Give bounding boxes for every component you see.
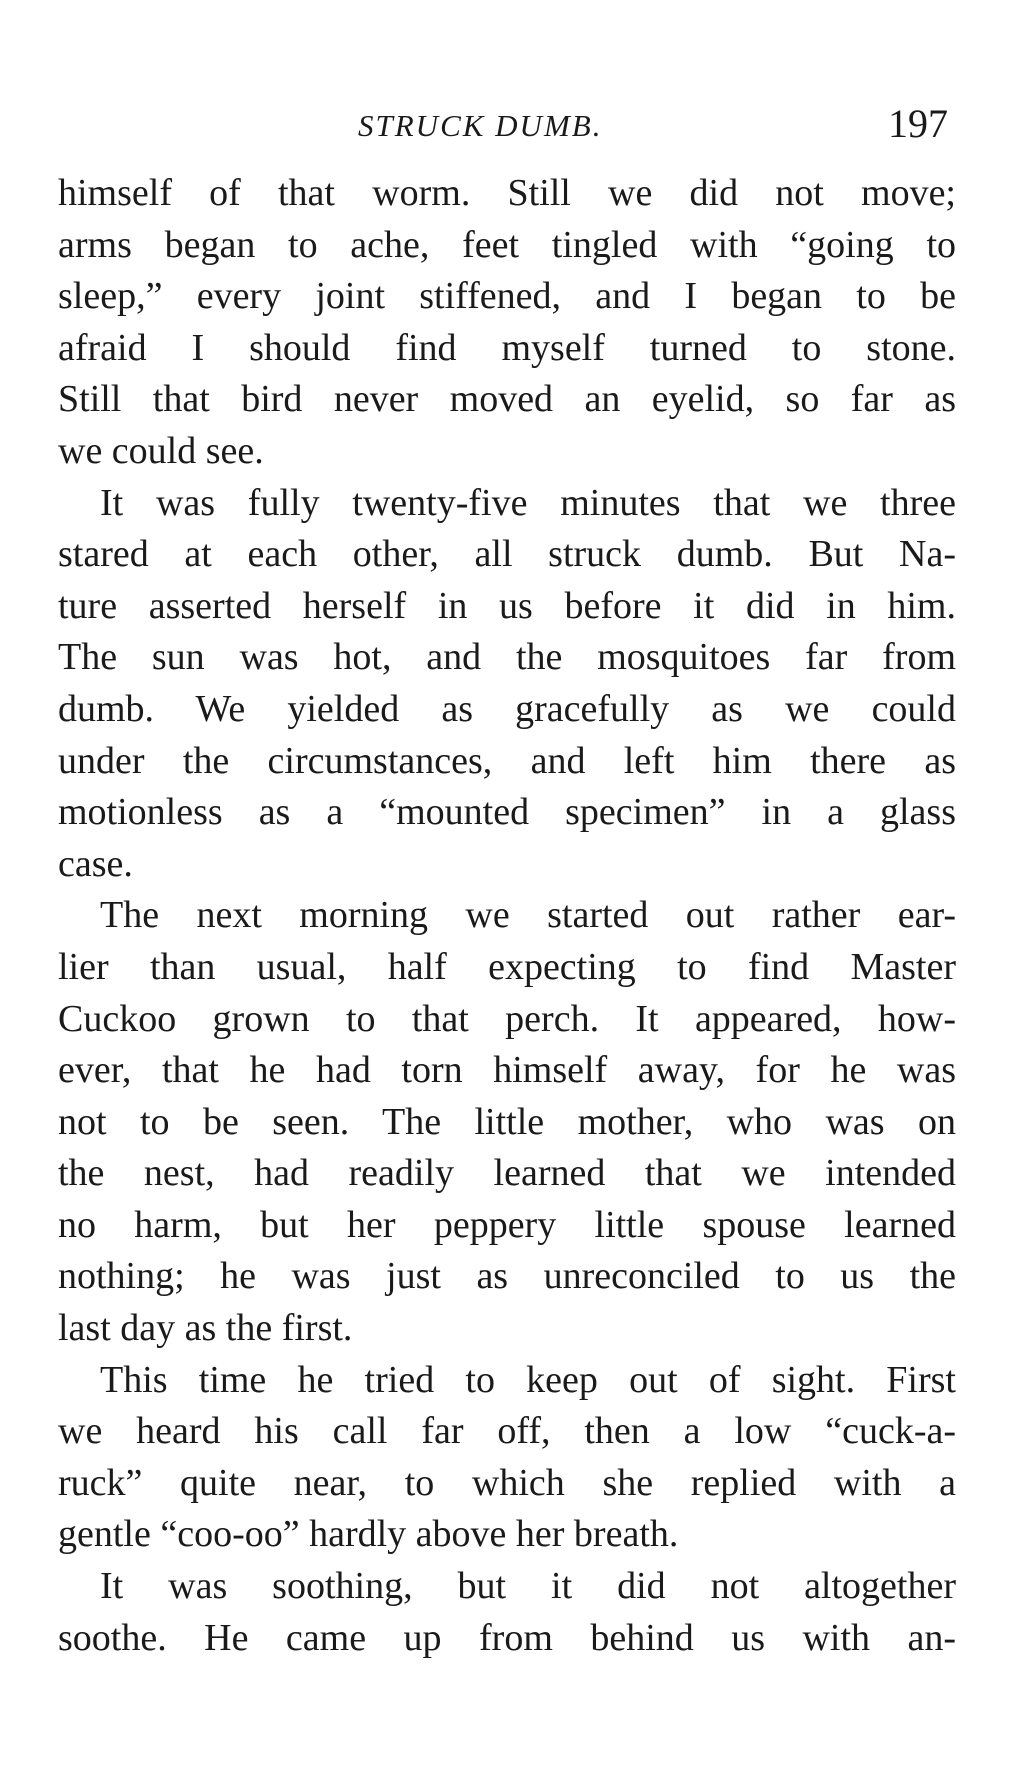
text-line: Cuckoo grown to that perch. It appeared, how-: [58, 997, 956, 1040]
book-page: [58, 96, 956, 1664]
text-line: ture asserted herself in us before it did in him.: [58, 584, 956, 627]
text-line: no harm, but her peppery little spouse learned: [58, 1203, 956, 1246]
text-line: The sun was hot, and the mosquitoes far from: [58, 636, 956, 679]
text-line: Still that bird never moved an eyelid, so far as: [58, 378, 956, 421]
text-line: not to be seen. The little mother, who was on: [58, 1100, 956, 1143]
running-head: [58, 96, 956, 156]
text-line: stared at each other, all struck dumb. But Na-: [58, 533, 956, 576]
chapter-title: STRUCK DUMB.: [358, 108, 603, 143]
text-line: ever, that he had torn himself away, for he was: [58, 1049, 956, 1092]
text-line: dumb. We yielded as gracefully as we could: [58, 687, 956, 730]
text-line: nothing; he was just as unreconciled to us the: [58, 1255, 956, 1298]
text-line: gentle “coo-oo” hardly above her breath.: [58, 1513, 679, 1556]
text-line: soothe. He came up from behind us with an-: [58, 1616, 956, 1659]
body-text: [58, 168, 956, 1664]
text-line: This time he tried to keep out of sight. First: [100, 1358, 956, 1401]
text-line: lier than usual, half expecting to find Master: [58, 945, 956, 988]
text-line: afraid I should find myself turned to stone.: [58, 326, 956, 369]
text-line: case.: [58, 842, 133, 885]
paragraph: [58, 478, 956, 891]
paragraph: [58, 168, 956, 478]
text-line: arms began to ache, feet tingled with “going to: [58, 223, 956, 266]
text-line: the nest, had readily learned that we intended: [58, 1152, 956, 1195]
text-line: It was soothing, but it did not altogether: [100, 1565, 956, 1608]
text-line: It was fully twenty-five minutes that we three: [100, 481, 956, 524]
text-line: motionless as a “mounted specimen” in a glass: [58, 791, 956, 834]
text-line: we could see.: [58, 429, 264, 472]
text-line: The next morning we started out rather ear-: [100, 894, 956, 937]
paragraph: [58, 1355, 956, 1561]
text-line: ruck” quite near, to which she replied with a: [58, 1461, 956, 1504]
text-line: himself of that worm. Still we did not move;: [58, 172, 956, 214]
text-line: last day as the first.: [58, 1307, 353, 1350]
text-line: sleep,” every joint stiffened, and I began to be: [58, 275, 956, 318]
paragraph: [58, 1561, 956, 1664]
text-line: we heard his call far off, then a low “cuck-a-: [58, 1410, 956, 1453]
paragraph: [58, 890, 956, 1354]
text-line: under the circumstances, and left him there as: [58, 739, 956, 782]
page-number: 197: [888, 101, 948, 146]
